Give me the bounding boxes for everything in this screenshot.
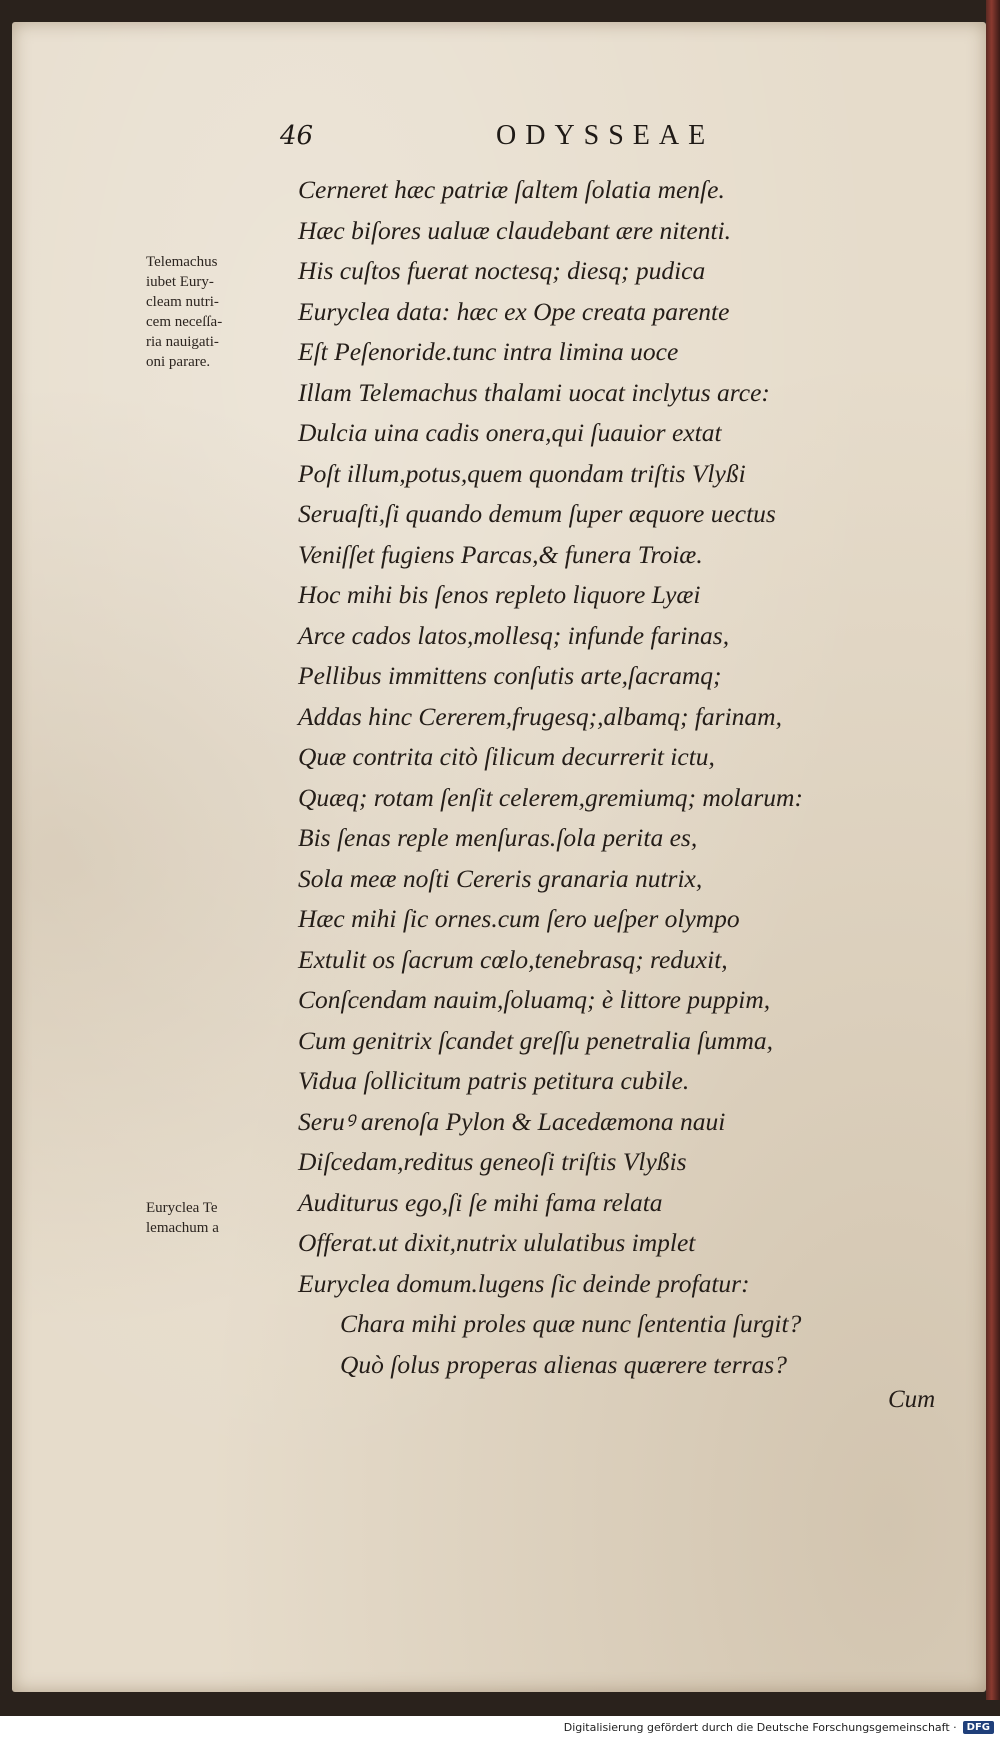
verse-line: Veniſſet fugiens Parcas,& funera Troiæ. xyxy=(298,539,703,569)
marginal-note-line: lemachum a xyxy=(146,1220,219,1236)
dfg-logo: DFG xyxy=(963,1721,994,1734)
book-edge xyxy=(986,0,1000,1700)
page-number: 46 xyxy=(280,121,314,151)
verse-line: Euryclea domum.lugens ſic deinde profatur: xyxy=(298,1268,750,1298)
verse-line: Eſt Peſenoride.tunc intra limina uoce xyxy=(298,337,679,366)
verse-line: Seruꝰ arenoſa Pylon & Lacedæmona naui xyxy=(298,1106,726,1136)
marginal-note-euryclea xyxy=(146,1198,286,1238)
verse-line: Poſt illum,potus,quem quondam triſtis Vlyßi xyxy=(298,458,746,488)
marginal-note-line: Euryclea Te xyxy=(146,1200,218,1216)
verse-line: Diſcedam,reditus geneoſi triſtis Vlyßis xyxy=(298,1147,687,1176)
running-head: ODYSSEAE xyxy=(496,120,715,151)
verse-line: Cum genitrix ſcandet greſſu penetralia ſumma, xyxy=(298,1025,773,1055)
marginal-note-telemachus xyxy=(146,252,286,372)
verse-line: Extulit os ſacrum cœlo,tenebrasq; reduxit, xyxy=(298,944,728,974)
verse-line: Hoc mihi bis ſenos repleto liquore Lyæi xyxy=(298,580,701,609)
verse-line: Quò ſolus properas alienas quærere terras? xyxy=(340,1349,787,1379)
verse-line: Seruaſti,ſi quando demum ſuper æquore uectus xyxy=(298,499,776,528)
verse-line: Bis ſenas reple menſuras.ſola perita es, xyxy=(298,823,698,852)
verse-line: Pellibus immittens conſutis arte,ſacramq; xyxy=(298,661,722,690)
verse-line: Arce cados latos,mollesq; infunde farinas, xyxy=(298,620,730,650)
verse-line: Sola meæ noſti Cereris granaria nutrix, xyxy=(298,863,703,893)
footer-credit: Digitalisierung gefördert durch die Deutsche Forschungsgemeinschaft · xyxy=(563,1720,957,1734)
page-header xyxy=(280,120,920,158)
verse-line: Illam Telemachus thalami uocat inclytus arce: xyxy=(298,377,770,407)
verse-line: Conſcendam nauim,ſoluamq; è littore puppim, xyxy=(298,985,771,1014)
verse-line: Addas hinc Cererem,frugesq;,albamq; farinam, xyxy=(298,701,782,731)
marginal-note-line: ria nauigati- xyxy=(146,334,219,350)
verse-line: Hæc biſores ualuæ claudebant ære nitenti. xyxy=(298,215,731,245)
marginal-note-line: cem neceſſa- xyxy=(146,314,223,330)
marginal-note-line: Telemachus xyxy=(146,254,218,270)
verse-line: Vidua ſollicitum patris petitura cubile. xyxy=(298,1066,690,1095)
verse-line: Hæc mihi ſic ornes.cum ſero ueſper olympo xyxy=(298,904,740,933)
marginal-note-line: iubet Eury- xyxy=(146,274,214,290)
verse-line: Dulcia uina cadis onera,qui ſuauior extat xyxy=(298,418,722,447)
marginal-note-line: cleam nutri- xyxy=(146,294,219,310)
verse-line: Quæ contrita citò ſilicum decurrerit ictu, xyxy=(298,742,715,771)
verse-line: Offerat.ut dixit,nutrix ululatibus implet xyxy=(298,1228,696,1257)
verse-line: Quæq; rotam ſenſit celerem,gremiumq; molarum: xyxy=(298,782,803,812)
verse-line: Cerneret hæc patriæ ſaltem ſolatia menſe. xyxy=(298,175,725,204)
verse-line: Chara mihi proles quæ nunc ſententia ſurgit? xyxy=(340,1309,802,1338)
verse-text xyxy=(298,170,938,1385)
digitization-footer xyxy=(0,1716,1000,1738)
verse-line: Euryclea data: hæc ex Ope creata parente xyxy=(298,296,730,326)
verse-line: Auditurus ego,ſi ſe mihi fama relata xyxy=(298,1187,663,1217)
marginal-note-line: oni parare. xyxy=(146,354,211,370)
verse-line: His cuſtos fuerat noctesq; diesq; pudica xyxy=(298,256,706,285)
catchword: Cum xyxy=(888,1386,936,1413)
